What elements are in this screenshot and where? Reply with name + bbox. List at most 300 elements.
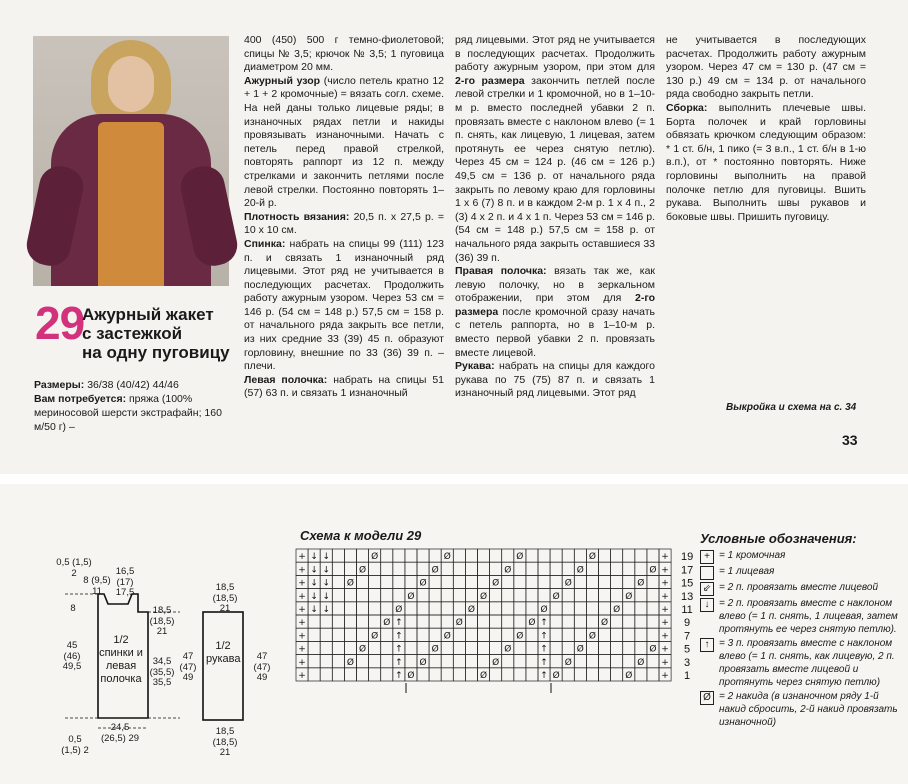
chart-symbol: + <box>298 657 306 668</box>
chart-cell <box>502 668 514 681</box>
chart-symbol: + <box>661 565 669 576</box>
density-text: 20,5 п. х 27,5 р. = 10 х 10 см. <box>244 210 445 237</box>
chart-symbol: + <box>298 605 306 615</box>
chart-cell <box>635 549 647 562</box>
chart-symbol: + <box>298 591 306 602</box>
chart-cell <box>478 655 490 668</box>
chart-cell <box>308 668 320 681</box>
dim-shoulder-top: 0,5 (1,5) 2 <box>56 557 92 579</box>
chart-symbol: Ø <box>504 644 512 655</box>
chart-cell <box>514 655 526 668</box>
chart-symbol: ↓ <box>310 552 318 563</box>
chart-cell <box>478 549 490 562</box>
chart-cell <box>441 602 453 615</box>
chart-symbol: + <box>298 671 306 681</box>
chart-cell <box>623 655 635 668</box>
chart-symbol: ↑ <box>395 644 403 655</box>
chart-cell <box>586 668 598 681</box>
chart-symbol: Ø <box>492 578 500 589</box>
chart-row-label: 5 <box>684 643 691 656</box>
chart-cell <box>611 628 623 641</box>
chart-cell <box>429 589 441 602</box>
chart-cell <box>429 628 441 641</box>
title-line-3: на одну пуговицу <box>82 343 230 362</box>
dim-neck-depth: 8 <box>70 603 76 614</box>
chart-cell <box>574 575 586 588</box>
chart-cell <box>550 655 562 668</box>
chart-symbol: Ø <box>443 552 451 563</box>
chart-symbol: + <box>661 618 669 629</box>
legend-item <box>700 549 905 564</box>
chart-cell <box>357 549 369 562</box>
chart-symbol: + <box>298 644 306 655</box>
sleeve-text: набрать на спицы для каждого рукава по 75 (75) 87 п. и связать 1 изнаночный ряд лицевыми. Этот ряд <box>455 360 655 400</box>
chart-cell <box>320 628 332 641</box>
left-front-label: Левая полочка: <box>244 373 328 386</box>
chart-symbol: ↑ <box>540 671 548 681</box>
chart-cell <box>574 589 586 602</box>
chart-cell <box>332 668 344 681</box>
chart-cell <box>550 549 562 562</box>
chart-symbol: Ø <box>576 565 584 576</box>
chart-cell <box>599 562 611 575</box>
legend-text: = 2 п. провязать вместе лицевой <box>719 582 879 593</box>
chart-symbol: + <box>661 591 669 602</box>
dim-neck-a: 8 (9,5) 11 <box>83 575 111 597</box>
chart-cell <box>478 615 490 628</box>
chart-cell <box>514 602 526 615</box>
chart-cell <box>478 562 490 575</box>
legend-symbol-icon: ↓ <box>700 598 714 612</box>
legend-text: = 2 п. провязать вместе с наклоном влево (= 1 п. снять, 1 лицевая, затем протянуть ее через снятую петлю). <box>719 598 898 635</box>
chart-symbol: ↓ <box>310 565 318 576</box>
chart-cell <box>441 615 453 628</box>
chart-cell <box>647 575 659 588</box>
chart-cell <box>599 628 611 641</box>
chart-cell <box>441 562 453 575</box>
chart-cell <box>647 549 659 562</box>
chart-cell <box>357 668 369 681</box>
chart-symbol: Ø <box>588 631 596 642</box>
chart-cell <box>586 602 598 615</box>
chart-symbol: Ø <box>516 552 524 563</box>
chart-cell <box>332 628 344 641</box>
chart-cell <box>502 655 514 668</box>
chart-symbol: Ø <box>637 578 645 589</box>
chart-cell <box>623 602 635 615</box>
chart-cell <box>611 641 623 654</box>
legend <box>700 532 905 730</box>
chart-symbol: Ø <box>576 644 584 655</box>
chart-symbol: Ø <box>395 605 403 615</box>
chart-cell <box>381 668 393 681</box>
chart-cell <box>429 549 441 562</box>
chart-cell <box>308 641 320 654</box>
chart-cell <box>574 602 586 615</box>
chart-row-label: 11 <box>681 604 693 616</box>
chart-cell <box>502 602 514 615</box>
chart-cell <box>538 562 550 575</box>
chart-cell <box>502 628 514 641</box>
chart-cell <box>514 575 526 588</box>
left-front-cont-b: закончить петлей после левой стрелки и 1 кромочной, но в 1–10-м р. вместо последней убавки 2 п. провязать вместе с наклоном влево (= 1 п. снять, как лицевую, 1 лицевая, затем протянуть ее через снятую петлю). Через 45 см = 124 р. (46 см = 126 р.) 49,5 см = 136 р. от начального ряда закрыть по левому краю для горловины 1 х 6 (7) 8 п. и в каждом 2-м р. 1 х 4 п., 2 (3) 4 х 2 п. и 4 х 1 п. Через 53 см = 146 р. (54 см = 148 р.) 57,5 см = 158 р. от начального ряда закрыть оставшиеся 33 (36) 39 п. <box>455 74 655 264</box>
chart-symbol: Ø <box>359 644 367 655</box>
chart-cell <box>490 668 502 681</box>
chart-symbol: + <box>298 565 306 576</box>
chart-cell <box>574 628 586 641</box>
chart-cell <box>623 641 635 654</box>
chart-cell <box>611 655 623 668</box>
chart-cell <box>490 589 502 602</box>
legend-symbol-icon <box>700 566 714 580</box>
chart-cell <box>574 549 586 562</box>
chart-cell <box>320 615 332 628</box>
dim-side-upper: 18,5 (18,5) 21 <box>149 605 175 637</box>
legend-item <box>700 597 905 636</box>
chart-symbol: ↑ <box>395 631 403 642</box>
chart-row-label: 13 <box>680 590 694 603</box>
chart-symbol: ↓ <box>322 578 331 589</box>
knitting-chart <box>290 545 694 690</box>
chart-cell <box>478 628 490 641</box>
chart-cell <box>465 628 477 641</box>
chart-cell <box>647 602 659 615</box>
chart-cell <box>550 641 562 654</box>
chart-cell <box>465 615 477 628</box>
chart-symbol: Ø <box>625 671 633 681</box>
back-piece-label: 1/2 спинки и левая полочка <box>99 634 143 685</box>
chart-cell <box>526 602 538 615</box>
chart-row-label: 17 <box>680 564 694 577</box>
chart-cell <box>417 549 429 562</box>
chart-cell <box>465 641 477 654</box>
chart-cell <box>441 641 453 654</box>
chart-cell <box>308 615 320 628</box>
chart-symbol: + <box>661 605 669 615</box>
chart-cell <box>478 575 490 588</box>
chart-cell <box>332 602 344 615</box>
chart-cell <box>623 549 635 562</box>
chart-cell <box>550 562 562 575</box>
chart-cell <box>635 602 647 615</box>
materials-value: пряжа (100% мериносовой шерсти экстрафайн; 160 м/50 г) – <box>34 393 222 433</box>
dim-height-total: 45 (46) 49,5 <box>62 640 82 672</box>
chart-cell <box>357 628 369 641</box>
chart-symbol: Ø <box>540 605 548 615</box>
chart-cell <box>453 641 465 654</box>
sleeve-label: Рукава: <box>455 360 495 373</box>
chart-symbol: + <box>661 644 669 655</box>
sleeve-outline <box>203 612 243 720</box>
chart-cell <box>599 549 611 562</box>
chart-cell <box>623 628 635 641</box>
sleeve-cont: не учитывается в последующих расчетах. Продолжить работу ажурным узором. Через 47 см = 130 р. (47 см = 130 р.) 49 см = 134 р. от начального ряда свободно закрыть петли. <box>666 34 866 101</box>
chart-symbol: ↓ <box>322 591 331 602</box>
chart-cell <box>611 615 623 628</box>
chart-cell <box>465 575 477 588</box>
dim-height-right: 34,5 (35,5) 35,5 <box>149 656 175 688</box>
chart-symbol: Ø <box>492 657 500 668</box>
chart-cell <box>514 668 526 681</box>
chart-cell <box>490 562 502 575</box>
chart-cell <box>369 655 381 668</box>
chart-cell <box>417 668 429 681</box>
chart-cell <box>332 589 344 602</box>
chart-cell <box>344 589 356 602</box>
chart-cell <box>514 589 526 602</box>
back-text: набрать на спицы 99 (111) 123 п. и связать 1 изнаночный ряд лицевыми. Этот ряд не учитывается в последующих расчетах. Продолжить работу ажурным узором. Через 53 см = 146 р. (54 см = 148 р.) 57,5 см = 158 р. от начального ряда закрыть все петли, из них средние 33 (39) 45 п. образуют горловину, внешние по 33 (36) 39 п. – плечи. <box>244 237 445 373</box>
chart-row-label: 3 <box>684 656 691 669</box>
chart-symbol: + <box>661 578 669 589</box>
chart-cell <box>332 655 344 668</box>
chart-symbol: Ø <box>419 657 427 668</box>
chart-cell <box>611 589 623 602</box>
chart-cell <box>405 562 417 575</box>
chart-cell <box>502 589 514 602</box>
chart-cell <box>369 562 381 575</box>
chart-cell <box>465 668 477 681</box>
chart-cell <box>369 602 381 615</box>
chart-symbol: ↓ <box>310 605 318 615</box>
density-label: Плотность вязания: <box>244 210 350 223</box>
chart-cell <box>332 575 344 588</box>
pattern-reference: Выкройка и схема на с. 34 <box>726 402 857 413</box>
chart-symbol: Ø <box>613 605 621 615</box>
chart-cell <box>635 589 647 602</box>
chart-cell <box>453 602 465 615</box>
chart-cell <box>502 549 514 562</box>
chart-cell <box>344 549 356 562</box>
ajour-label: Ажурный узор <box>244 74 321 87</box>
legend-symbol-icon: ⇙ <box>700 582 714 596</box>
chart-cell <box>405 615 417 628</box>
chart-cell <box>381 628 393 641</box>
model-number: 29 <box>35 297 85 349</box>
chart-cell <box>647 668 659 681</box>
dim-sleeve-top: 18,5 (18,5) 21 <box>212 582 238 614</box>
chart-symbol: Ø <box>431 565 439 576</box>
chart-cell <box>635 562 647 575</box>
chart-cell <box>453 562 465 575</box>
text-column-1 <box>244 34 444 401</box>
size2b-label: 2-го размера <box>455 292 655 318</box>
chart-symbol: Ø <box>504 565 512 576</box>
chart-symbol: + <box>298 552 306 563</box>
chart-symbol: + <box>661 671 669 681</box>
chart-cell <box>320 668 332 681</box>
chart-cell <box>611 575 623 588</box>
chart-cell <box>465 562 477 575</box>
chart-cell <box>635 628 647 641</box>
chart-cell <box>453 628 465 641</box>
chart-cell <box>381 655 393 668</box>
chart-cell <box>465 549 477 562</box>
materials-label: Вам потребуется: <box>34 393 127 405</box>
chart-cell <box>502 575 514 588</box>
left-front-cont-a: ряд лицевыми. Этот ряд не учитывается в последующих расчетах. Продолжить работу ажурным узором, при этом для <box>455 34 655 74</box>
chart-cell <box>465 589 477 602</box>
chart-cell <box>562 615 574 628</box>
chart-cell <box>635 641 647 654</box>
chart-symbol: Ø <box>480 671 488 681</box>
chart-cell <box>526 668 538 681</box>
chart-cell <box>562 562 574 575</box>
chart-cell <box>429 575 441 588</box>
chart-symbol: ↑ <box>540 631 548 642</box>
chart-symbol: Ø <box>564 578 572 589</box>
chart-cell <box>478 602 490 615</box>
chart-symbol: Ø <box>601 618 609 629</box>
chart-cell <box>332 562 344 575</box>
chart-cell <box>538 575 550 588</box>
chart-cell <box>599 602 611 615</box>
legend-item <box>700 581 905 596</box>
chart-cell <box>344 641 356 654</box>
chart-symbol: ↑ <box>395 618 403 629</box>
chart-symbol: Ø <box>431 644 439 655</box>
legend-text: = 2 накида (в изнаночном ряду 1-й накид сбросить, 2-й накид провязать изнаночной) <box>719 691 898 728</box>
back-label: Спинка: <box>244 237 286 250</box>
dim-sleeve-height-r: 47 (47) 49 <box>253 651 271 683</box>
chart-cell <box>574 615 586 628</box>
chart-cell <box>369 575 381 588</box>
chart-cell <box>344 615 356 628</box>
right-front-label: Правая полочка: <box>455 265 547 278</box>
legend-text: = 3 п. провязать вместе с наклоном влево (= 1 п. снять, как лицевую, 2 п. провязать вместе лицевой и протянуть через снятую петлю) <box>719 638 895 688</box>
chart-cell <box>381 602 393 615</box>
chart-cell <box>586 615 598 628</box>
legend-symbol-icon: + <box>700 550 714 564</box>
chart-cell <box>647 615 659 628</box>
chart-cell <box>623 615 635 628</box>
chart-cell <box>417 602 429 615</box>
chart-symbol: ↓ <box>322 552 331 563</box>
title-line-1: Ажурный жакет <box>82 305 214 324</box>
chart-cell <box>526 655 538 668</box>
chart-cell <box>465 655 477 668</box>
assembly-label: Сборка: <box>666 101 708 114</box>
chart-symbol: Ø <box>467 605 475 615</box>
chart-row-label: 19 <box>680 551 694 564</box>
legend-title: Условные обозначения: <box>700 531 857 546</box>
chart-cell <box>320 641 332 654</box>
chart-cell <box>344 562 356 575</box>
model-title <box>82 305 232 362</box>
chart-symbol: + <box>661 552 669 563</box>
page-number: 33 <box>842 432 858 448</box>
chart-cell <box>562 602 574 615</box>
chart-cell <box>562 641 574 654</box>
chart-cell <box>514 562 526 575</box>
chart-cell <box>357 575 369 588</box>
chart-cell <box>405 549 417 562</box>
chart-cell <box>647 655 659 668</box>
legend-symbol-icon: Ø <box>700 691 714 705</box>
chart-cell <box>635 668 647 681</box>
chart-cell <box>526 628 538 641</box>
chart-symbol: Ø <box>552 591 560 602</box>
legend-symbol-icon: ↑ <box>700 638 714 652</box>
chart-cell <box>453 655 465 668</box>
chart-cell <box>562 549 574 562</box>
chart-cell <box>332 615 344 628</box>
chart-symbol: ↑ <box>540 618 548 629</box>
dim-bottom-edge: 0,5 (1,5) 2 <box>61 734 89 756</box>
chart-symbol: Ø <box>407 671 415 681</box>
chart-cell <box>453 668 465 681</box>
chart-row-label: 7 <box>684 630 691 643</box>
chart-cell <box>574 655 586 668</box>
chart-cell <box>393 562 405 575</box>
chart-symbol: ↓ <box>322 605 331 615</box>
chart-symbol: + <box>298 578 306 589</box>
chart-cell <box>393 575 405 588</box>
chart-cell <box>344 628 356 641</box>
chart-cell <box>453 589 465 602</box>
dim-sleeve-bottom: 18,5 (18,5) 21 <box>212 726 238 758</box>
chart-symbol: + <box>661 631 669 642</box>
chart-cell <box>562 668 574 681</box>
legend-text: = 1 кромочная <box>719 550 786 561</box>
text-column-3 <box>666 34 866 224</box>
chart-cell <box>550 602 562 615</box>
schema-title: Схема к модели 29 <box>300 528 422 543</box>
chart-symbol: Ø <box>407 591 415 602</box>
chart-cell <box>490 549 502 562</box>
chart-cell <box>562 589 574 602</box>
chart-cell <box>429 655 441 668</box>
chart-symbol: + <box>661 657 669 668</box>
chart-cell <box>381 589 393 602</box>
chart-cell <box>405 575 417 588</box>
chart-cell <box>417 589 429 602</box>
chart-cell <box>369 641 381 654</box>
chart-cell <box>332 549 344 562</box>
chart-cell <box>381 549 393 562</box>
left-front-text: набрать на спицы 51 (57) 63 п. и связать 1 изнаночный <box>244 373 445 400</box>
chart-symbol: Ø <box>480 591 488 602</box>
chart-cell <box>550 615 562 628</box>
chart-row-label: 1 <box>684 670 691 682</box>
chart-symbol: Ø <box>455 618 463 629</box>
chart-symbol: Ø <box>443 631 451 642</box>
chart-cell <box>405 655 417 668</box>
chart-cell <box>405 641 417 654</box>
sizes-block <box>34 378 246 434</box>
chart-cell <box>586 562 598 575</box>
legend-item <box>700 637 905 689</box>
chart-row-label: 15 <box>680 577 694 590</box>
chart-cell <box>405 628 417 641</box>
chart-symbol: ↑ <box>540 657 548 668</box>
chart-symbol: Ø <box>371 552 379 563</box>
right-front-text-b: после кромочной сразу начать с петель раппорта, но в 1–10-м р. вместо первой убавки 2 п. провязать вместе лицевой. <box>455 305 656 359</box>
chart-cell <box>586 589 598 602</box>
chart-symbol: Ø <box>346 657 354 668</box>
chart-cell <box>490 641 502 654</box>
chart-symbol: ↓ <box>322 565 331 576</box>
chart-cell <box>417 628 429 641</box>
chart-cell <box>369 668 381 681</box>
chart-cell <box>478 641 490 654</box>
chart-symbol: ↑ <box>395 671 403 681</box>
chart-cell <box>514 641 526 654</box>
chart-symbol: Ø <box>516 631 524 642</box>
chart-cell <box>344 602 356 615</box>
chart-symbol: Ø <box>649 644 657 655</box>
chart-cell <box>550 628 562 641</box>
chart-cell <box>417 615 429 628</box>
